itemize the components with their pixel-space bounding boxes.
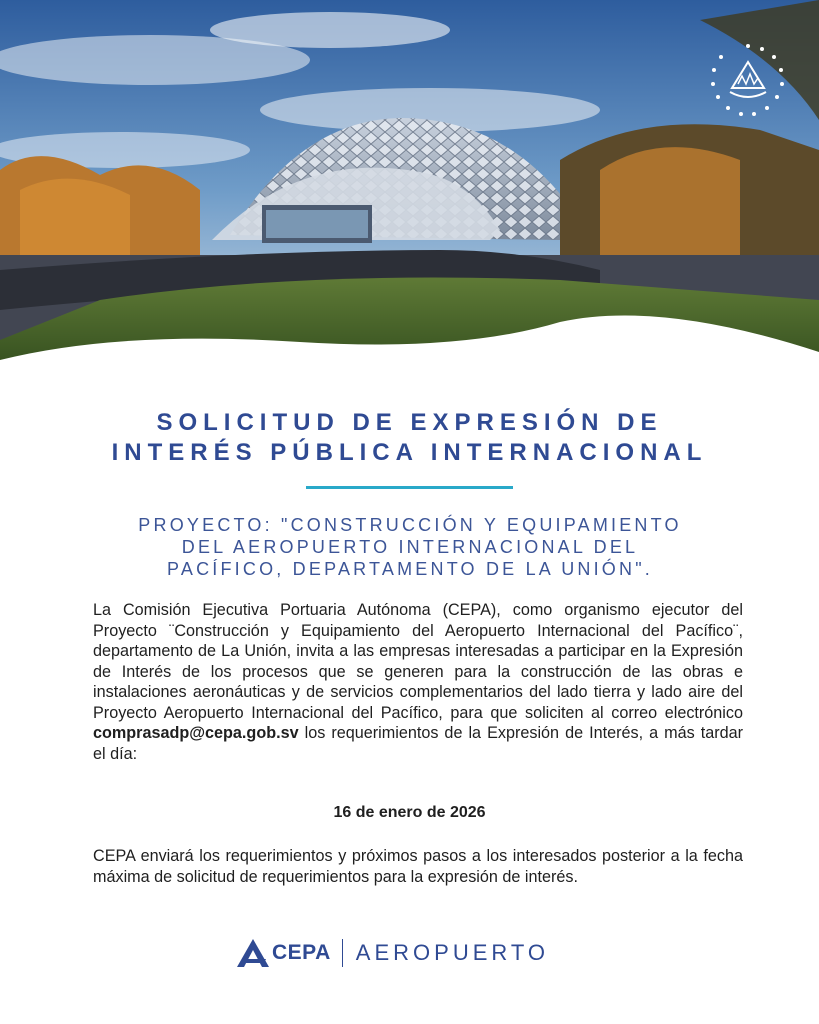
cepa-logo-icon: [236, 938, 270, 968]
footer-separator: [342, 939, 343, 967]
brand-unit: AEROPUERTO: [355, 940, 550, 965]
body-paragraph: [93, 600, 743, 764]
airport-terminal-illustration: [0, 0, 819, 380]
body-text-intro: La Comisión Ejecutiva Portuaria Autónoma (CEPA), como organismo ejecutor del Proyecto ¨Construcción y Equipamiento del Aeropuerto Internacional del Pacífico¨, departamento de La Unión, invita a las empresas interesadas a participar en la Expresión de Interés de los procesos que se generen para la construcción de las obras e instalaciones aeronáuticas y de servicios complementarios del lado tierra y lado aire del Proyecto Aeropuerto Internacional del Pacífico, para que soliciten al correo electrónico: [93, 601, 743, 722]
deadline-date: 16 de enero de 2026: [333, 804, 486, 821]
closing-paragraph: CEPA enviará los requerimientos y próximos pasos a los interesados posterior a la fecha máxima de solicitud de requerimientos para la expresión de interés.: [93, 847, 743, 886]
body-text-outro: los requerimientos de la Expresión de Interés, a más tardar el día:: [93, 724, 744, 763]
project-line-2: DEL AEROPUERTO INTERNACIONAL DEL: [181, 537, 639, 557]
footer-branding: [236, 936, 549, 970]
hero-image: [0, 0, 819, 380]
title-divider: [306, 486, 513, 489]
brand-name: CEPA: [272, 941, 331, 964]
contact-email: comprasadp@cepa.gob.sv: [93, 724, 299, 742]
cepa-logo: [236, 938, 331, 968]
project-heading: [90, 514, 730, 580]
el-salvador-coat-of-arms-icon: [708, 40, 788, 120]
project-line-3: PACÍFICO, DEPARTAMENTO DE LA UNIÓN".: [167, 559, 653, 579]
title-line-2: INTERÉS PÚBLICA INTERNACIONAL: [111, 439, 708, 466]
project-line-1: PROYECTO: "CONSTRUCCIÓN Y EQUIPAMIENTO: [138, 515, 682, 535]
title-line-1: SOLICITUD DE EXPRESIÓN DE: [156, 409, 663, 436]
page-title: [0, 408, 819, 468]
